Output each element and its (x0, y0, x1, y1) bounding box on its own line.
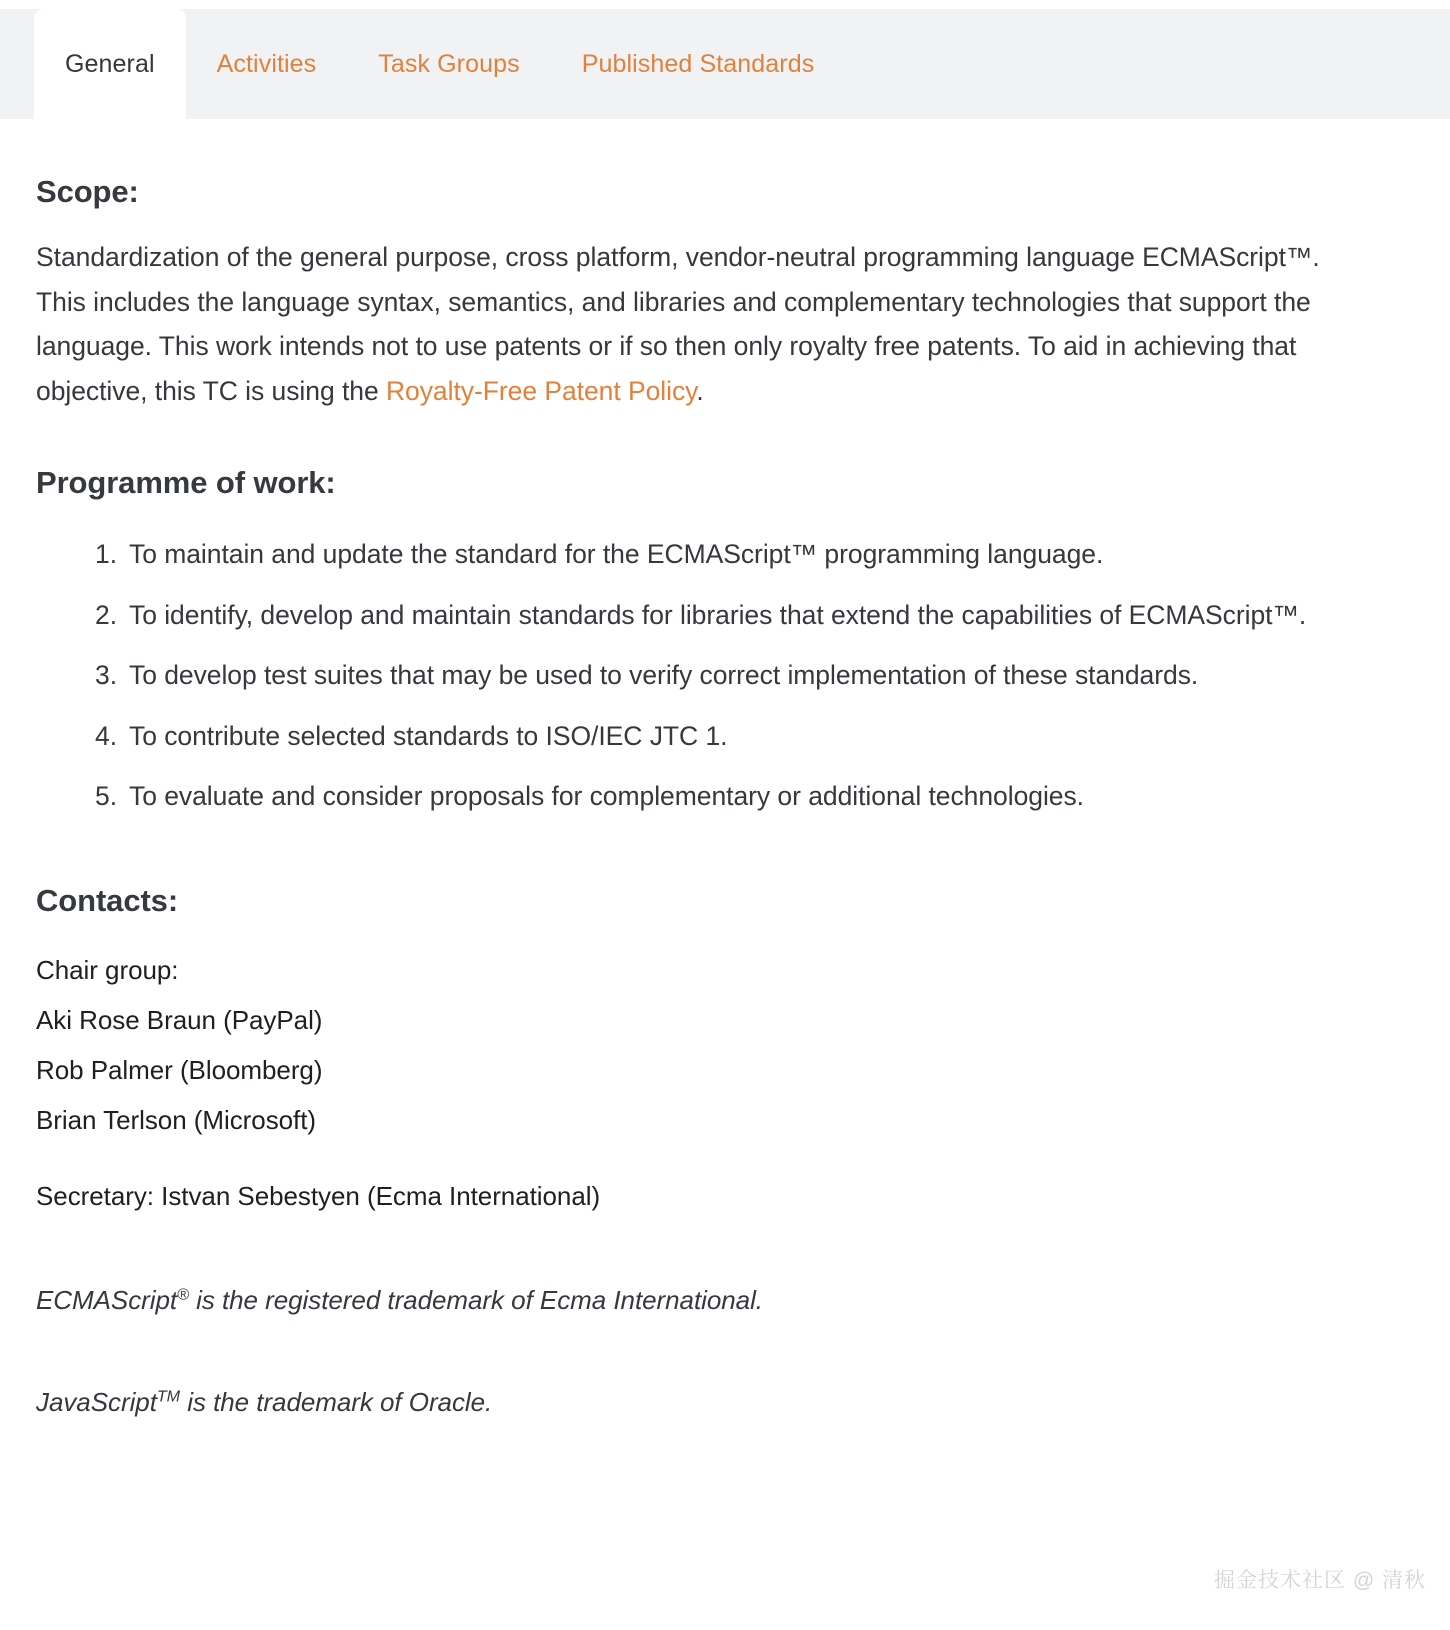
contacts-block (36, 919, 1414, 1221)
javascript-trademark-notice (36, 1325, 1414, 1427)
javascript-name: JavaScript (36, 1386, 157, 1417)
registered-mark-icon: ® (177, 1284, 189, 1303)
chair-name: Aki Rose Braun (PayPal) (36, 1004, 323, 1035)
scope-paragraph (36, 210, 1356, 413)
list-item: To identify, develop and maintain standards for libraries that extend the capabilities of ECMAScript™. (129, 599, 1307, 630)
general-tab-panel (0, 119, 1450, 1427)
javascript-trademark-text: is the trademark of Oracle. (180, 1386, 493, 1417)
programme-of-work-heading: Programme of work: (36, 465, 336, 500)
programme-of-work-list (36, 501, 1414, 821)
tab-published-standards[interactable] (551, 9, 846, 119)
royalty-free-patent-policy-link[interactable]: Royalty-Free Patent Policy (385, 375, 697, 406)
list-item: To contribute selected standards to ISO/IEC JTC 1. (129, 720, 728, 751)
trademark-mark-icon: TM (156, 1386, 181, 1405)
tab-activities-label: Activities (216, 49, 317, 78)
contacts-heading: Contacts: (36, 882, 179, 918)
tab-general[interactable] (34, 9, 186, 119)
tab-general-label: General (65, 49, 155, 78)
tab-activities[interactable] (186, 9, 348, 119)
scope-text-after-link: . (696, 375, 704, 406)
tab-task-groups[interactable] (347, 9, 550, 119)
ecmascript-trademark-text: is the registered trademark of Ecma International. (188, 1284, 763, 1315)
list-item: To develop test suites that may be used to verify correct implementation of these standards. (129, 660, 1199, 690)
secretary-line: Secretary: Istvan Sebestyen (Ecma International) (36, 1180, 601, 1211)
chair-group-label: Chair group: (36, 954, 179, 985)
chair-name: Rob Palmer (Bloomberg) (36, 1054, 323, 1085)
watermark: 掘金技术社区 @ 清秋 (1214, 1569, 1426, 1592)
ecmascript-trademark-notice (36, 1221, 1414, 1325)
scope-text-before-link: Standardization of the general purpose, cross platform, vendor-neutral programming language ECMAScript™. This includes the language syntax, semantics, and libraries and complementary technologies that support the language. This work intends not to use patents or if so then only royalty free patents. To aid in achieving that objective, this TC is using the (36, 242, 1320, 406)
tab-published-standards-label: Published Standards (581, 49, 815, 78)
contacts-spacer (36, 1145, 1414, 1171)
chair-name: Brian Terlson (Microsoft) (36, 1104, 317, 1135)
ecmascript-name: ECMAScript (36, 1284, 178, 1315)
tab-task-groups-label: Task Groups (378, 49, 520, 78)
list-item: To evaluate and consider proposals for complementary or additional technologies. (129, 781, 1084, 811)
scope-heading: Scope: (36, 174, 139, 209)
list-item: To maintain and update the standard for the ECMAScript™ programming language. (129, 539, 1104, 569)
tab-bar (0, 0, 1450, 119)
